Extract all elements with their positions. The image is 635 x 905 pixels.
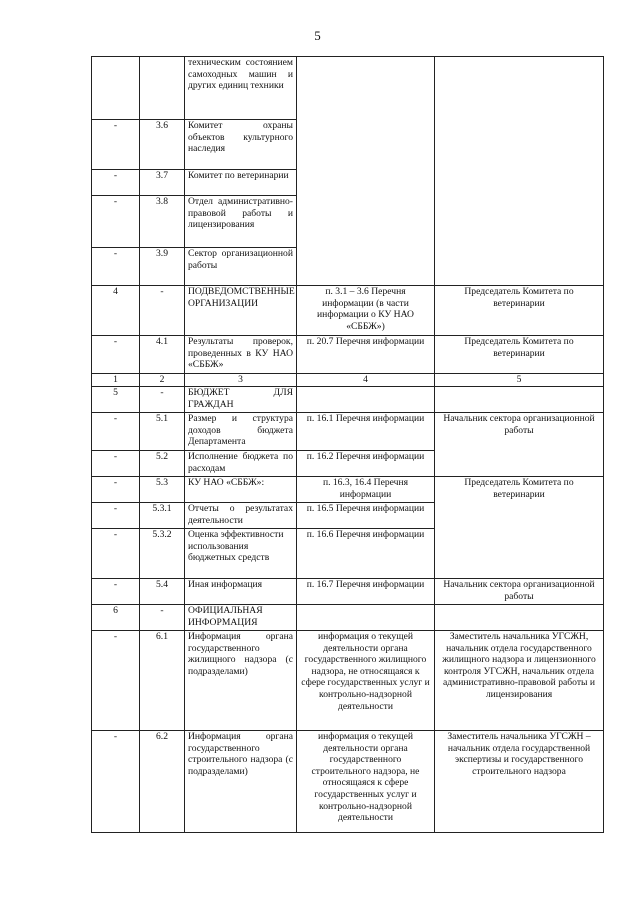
cell-number: 6.1 bbox=[140, 631, 185, 731]
cell-number: 5.3 bbox=[140, 477, 185, 503]
cell-section: БЮДЖЕТ ДЛЯ ГРАЖДАН bbox=[185, 387, 297, 413]
cell-responsible bbox=[435, 387, 604, 413]
cell-responsible: Председатель Комитета по ветеринарии bbox=[435, 286, 604, 336]
column-number: 1 bbox=[92, 374, 140, 387]
table-row bbox=[92, 413, 604, 451]
cell-number bbox=[140, 57, 185, 120]
cell-mark: - bbox=[92, 170, 140, 196]
cell-number: 5.1 bbox=[140, 413, 185, 451]
table-row bbox=[92, 286, 604, 336]
cell-number: 6.2 bbox=[140, 731, 185, 833]
cell-section: Комитет по ветеринарии bbox=[185, 170, 297, 196]
cell-responsible: Председатель Комитета по ветеринарии bbox=[435, 336, 604, 374]
cell-mark: - bbox=[92, 120, 140, 170]
column-number: 5 bbox=[435, 374, 604, 387]
table-row bbox=[92, 731, 604, 833]
cell-section: Отчеты о результатах деятельности bbox=[185, 503, 297, 529]
cell-section: ПОДВЕДОМСТВЕННЫЕ ОРГАНИЗАЦИИ bbox=[185, 286, 297, 336]
cell-source bbox=[297, 57, 435, 286]
cell-source: п. 16.1 Перечня информации bbox=[297, 413, 435, 451]
cell-responsible: Заместитель начальника УГСЖН – начальник отдела государственной экспертизы и государственного строительного надзора bbox=[435, 731, 604, 833]
cell-section: Сектор организационной работы bbox=[185, 248, 297, 286]
column-number-row bbox=[92, 374, 604, 387]
cell-number: 5.3.2 bbox=[140, 529, 185, 579]
cell-section: Исполнение бюджета по расходам bbox=[185, 451, 297, 477]
cell-number: 4.1 bbox=[140, 336, 185, 374]
cell-number: 5.4 bbox=[140, 579, 185, 605]
cell-source bbox=[297, 605, 435, 631]
cell-source: информация о текущей деятельности органа государственного жилищного надзора, не относящаяся к сфере государственных услуг и контрольно-надзорной деятельности bbox=[297, 631, 435, 731]
cell-source: п. 16.5 Перечня информации bbox=[297, 503, 435, 529]
cell-number: - bbox=[140, 286, 185, 336]
cell-mark: - bbox=[92, 196, 140, 248]
cell-mark: - bbox=[92, 631, 140, 731]
table-row bbox=[92, 631, 604, 731]
cell-mark: - bbox=[92, 413, 140, 451]
cell-section: Размер и структура доходов бюджета Департамента bbox=[185, 413, 297, 451]
cell-mark: 6 bbox=[92, 605, 140, 631]
table-row bbox=[92, 57, 604, 120]
cell-number: 3.7 bbox=[140, 170, 185, 196]
cell-source: п. 16.3, 16.4 Перечня информации bbox=[297, 477, 435, 503]
cell-responsible bbox=[435, 605, 604, 631]
cell-source: п. 16.7 Перечня информации bbox=[297, 579, 435, 605]
cell-section: КУ НАО «СББЖ»: bbox=[185, 477, 297, 503]
cell-section: Результаты проверок, проведенных в КУ НАО «СББЖ» bbox=[185, 336, 297, 374]
cell-section: Комитет охраны объектов культурного наследия bbox=[185, 120, 297, 170]
cell-source bbox=[297, 387, 435, 413]
cell-number: - bbox=[140, 605, 185, 631]
table-row bbox=[92, 387, 604, 413]
cell-responsible: Начальник сектора организационной работы bbox=[435, 579, 604, 605]
cell-mark: - bbox=[92, 477, 140, 503]
cell-section: Оценка эффективности использования бюджетных средств bbox=[185, 529, 297, 579]
table-row bbox=[92, 605, 604, 631]
cell-mark: - bbox=[92, 731, 140, 833]
cell-mark: - bbox=[92, 248, 140, 286]
cell-number: 5.2 bbox=[140, 451, 185, 477]
cell-section: Иная информация bbox=[185, 579, 297, 605]
cell-number: 5.3.1 bbox=[140, 503, 185, 529]
cell-section: техническим состоянием самоходных машин и других единиц техники bbox=[185, 57, 297, 120]
cell-source: п. 16.6 Перечня информации bbox=[297, 529, 435, 579]
cell-mark: - bbox=[92, 503, 140, 529]
cell-section: ОФИЦИАЛЬНАЯ ИНФОРМАЦИЯ bbox=[185, 605, 297, 631]
information-table bbox=[91, 56, 604, 833]
cell-mark: - bbox=[92, 579, 140, 605]
cell-responsible: Председатель Комитета по ветеринарии bbox=[435, 477, 604, 579]
cell-mark: - bbox=[92, 451, 140, 477]
table-row bbox=[92, 579, 604, 605]
cell-section: Отдел административно-правовой работы и лицензирования bbox=[185, 196, 297, 248]
page-number: 5 bbox=[314, 28, 321, 43]
cell-number: 3.9 bbox=[140, 248, 185, 286]
cell-mark: - bbox=[92, 529, 140, 579]
column-number: 2 bbox=[140, 374, 185, 387]
column-number: 4 bbox=[297, 374, 435, 387]
cell-number: 3.6 bbox=[140, 120, 185, 170]
cell-section: Информация органа государственного жилищного надзора (с подразделами) bbox=[185, 631, 297, 731]
cell-number: 3.8 bbox=[140, 196, 185, 248]
cell-mark: 5 bbox=[92, 387, 140, 413]
table-row bbox=[92, 477, 604, 503]
cell-mark: 4 bbox=[92, 286, 140, 336]
cell-source: п. 3.1 – 3.6 Перечня информации (в части информации о КУ НАО «СББЖ») bbox=[297, 286, 435, 336]
cell-section: Информация органа государственного строительного надзора (с подразделами) bbox=[185, 731, 297, 833]
column-number: 3 bbox=[185, 374, 297, 387]
table-row bbox=[92, 336, 604, 374]
cell-number: - bbox=[140, 387, 185, 413]
cell-source: информация о текущей деятельности органа государственного строительного надзора, не относящаяся к сфере государственных услуг и контрольно-надзорной деятельности bbox=[297, 731, 435, 833]
cell-source: п. 16.2 Перечня информации bbox=[297, 451, 435, 477]
cell-responsible bbox=[435, 57, 604, 286]
cell-source: п. 20.7 Перечня информации bbox=[297, 336, 435, 374]
cell-mark bbox=[92, 57, 140, 120]
cell-mark: - bbox=[92, 336, 140, 374]
cell-responsible: Начальник сектора организационной работы bbox=[435, 413, 604, 477]
cell-responsible: Заместитель начальника УГСЖН, начальник отдела государственного жилищного надзора и лицензионного контроля УГСЖН, начальник отдела административно-правовой работы и лицензирования bbox=[435, 631, 604, 731]
